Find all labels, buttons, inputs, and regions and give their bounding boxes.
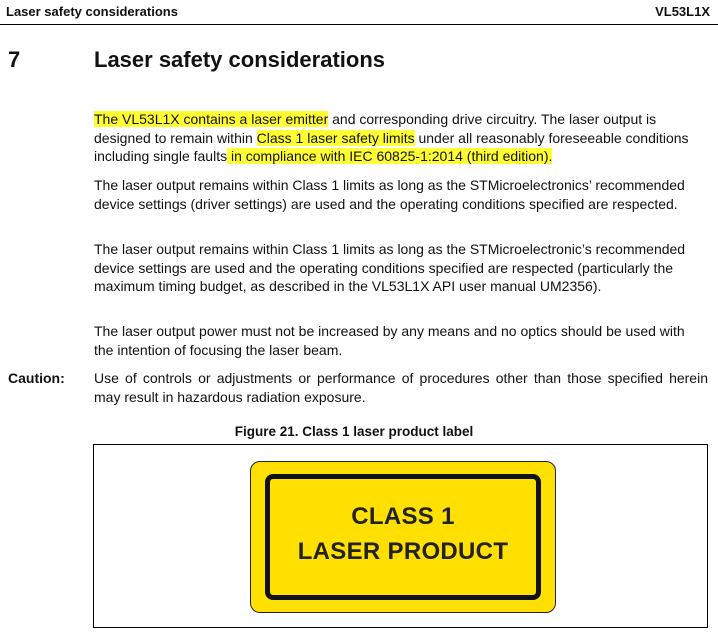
caution-text: Use of controls or adjustments or performance of procedures other than those specified herein may result in hazardous radiation exposure. — [94, 370, 708, 405]
paragraph-driver-settings: The laser output remains within Class 1 limits as long as the STMicroelectronics’ recommended device settings (driver settings) are used and the operating conditions specified are respected. — [94, 177, 685, 212]
text-foreseeable-conditions: under all reasonably foreseeable conditions including single faults — [94, 129, 689, 164]
section-number: 7 — [8, 47, 21, 72]
text-drive-circuitry: and corresponding drive circuitry. The laser output is designed to remain within — [94, 111, 657, 146]
figure-box — [93, 444, 708, 628]
caution-label: Caution: — [8, 370, 65, 386]
figure-caption-text: Figure 21. Class 1 laser product label — [234, 424, 474, 439]
highlight-class1-limits: Class 1 laser safety limits — [256, 129, 415, 146]
section-title: Laser safety considerations — [94, 47, 386, 72]
laser-label-border — [265, 474, 541, 600]
highlight-iec-compliance: in compliance with IEC 60825-1:2014 (third edition). — [227, 148, 553, 164]
laser-label-product: LASER PRODUCT — [297, 538, 509, 565]
paragraph-timing-budget: The laser output remains within Class 1 limits as long as the STMicroelectronic’s recommended device settings are used and the operating conditions specified are respected (particularly the maximum timing budget, as described in the VL53L1X API user manual UM2356). — [94, 241, 686, 294]
paragraph-laser-emitter — [94, 110, 708, 166]
highlight-laser-emitter: The VL53L1X contains a laser emitter — [94, 111, 329, 127]
running-header-product: VL53L1X — [655, 4, 710, 19]
running-header-section: Laser safety considerations — [6, 4, 178, 19]
laser-product-label — [250, 461, 556, 613]
paragraph-optics: The laser output power must not be increased by any means and no optics should be used with the intention of focusing the laser beam. — [94, 323, 685, 358]
figure-caption — [0, 424, 718, 439]
laser-label-class: CLASS 1 — [351, 503, 455, 530]
running-header — [0, 0, 718, 25]
